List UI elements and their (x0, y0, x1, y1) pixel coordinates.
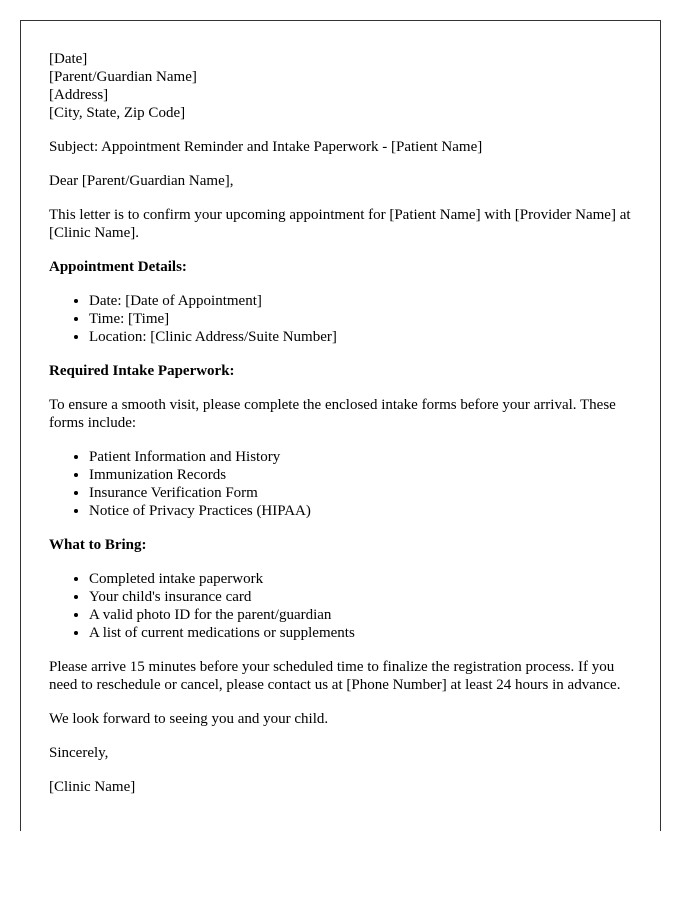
list-item: • A list of current medications or supplements (89, 624, 631, 642)
list-item: • Your child's insurance card (89, 588, 631, 606)
list-item: • Completed intake paperwork (89, 570, 631, 588)
list-item: • Time: [Time] (89, 310, 631, 328)
recipient-city-state-zip: [City, State, Zip Code] (49, 105, 186, 121)
what-to-bring-list (49, 570, 631, 642)
list-item: • Patient Information and History (89, 448, 631, 466)
signature: [Clinic Name] (49, 779, 136, 795)
list-item: • Immunization Records (89, 466, 631, 484)
list-item: • Notice of Privacy Practices (HIPAA) (89, 502, 631, 520)
letter-page (20, 20, 661, 831)
appointment-details-heading: Appointment Details: (49, 259, 187, 275)
intro-paragraph: This letter is to confirm your upcoming appointment for [Patient Name] with [Provider Name] at [Clinic Name]. (49, 207, 631, 241)
list-item: • A valid photo ID for the parent/guardian (89, 606, 631, 624)
subject-line: Subject: Appointment Reminder and Intake Paperwork - [Patient Name] (49, 139, 483, 155)
letter-body (49, 50, 631, 796)
list-item: • Insurance Verification Form (89, 484, 631, 502)
intake-forms-list (49, 448, 631, 520)
appointment-details-list (49, 292, 631, 346)
list-item: • Date: [Date of Appointment] (89, 292, 631, 310)
closing-line: We look forward to seeing you and your child. (49, 711, 329, 727)
recipient-name: [Parent/Guardian Name] (49, 69, 197, 85)
intake-paperwork-intro: To ensure a smooth visit, please complete the enclosed intake forms before your arrival. These forms include: (49, 397, 616, 431)
recipient-address: [Address] (49, 87, 109, 103)
list-item: • Location: [Clinic Address/Suite Number] (89, 328, 631, 346)
what-to-bring-heading: What to Bring: (49, 537, 147, 553)
intake-paperwork-heading: Required Intake Paperwork: (49, 363, 235, 379)
signoff: Sincerely, (49, 745, 109, 761)
salutation: Dear [Parent/Guardian Name], (49, 173, 234, 189)
letter-date: [Date] (49, 51, 88, 67)
recipient-block (49, 50, 631, 122)
arrival-note-paragraph: Please arrive 15 minutes before your scheduled time to finalize the registration process. If you need to reschedule or cancel, please contact us at [Phone Number] at least 24 hours in advance. (49, 659, 621, 693)
